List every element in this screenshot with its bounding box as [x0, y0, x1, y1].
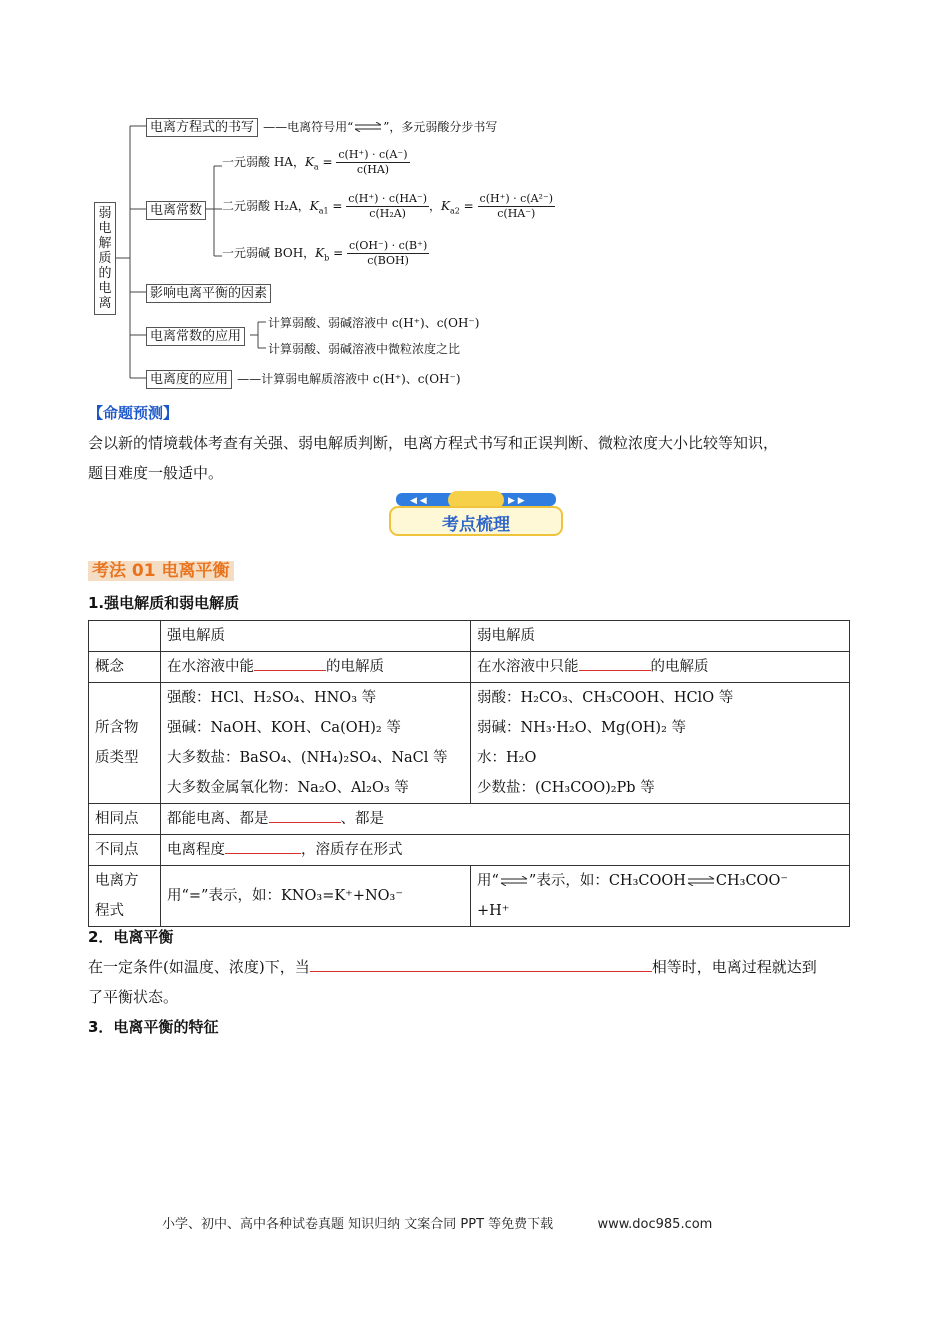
reversible-arrow-icon: [499, 876, 529, 886]
cell-text: 都能电离、都是: [167, 811, 269, 827]
section-title-text: 考法 01 电离平衡: [88, 561, 234, 581]
sub-text: 一元弱酸 HA，: [222, 155, 305, 169]
subheading-2: 2．电离平衡: [88, 928, 174, 946]
footer-text: 小学、初中、高中各种试卷真题 知识归纳 文案合同 PPT 等免费下载: [162, 1217, 554, 1232]
branch-constant-application: [146, 325, 245, 344]
paragraph-equilibrium: [88, 952, 817, 982]
cell-text: 用“: [477, 873, 499, 889]
root-char: 质: [98, 251, 112, 266]
branch-note: ——电离符号用“: [263, 120, 354, 134]
cell-text: 所含物: [95, 720, 139, 736]
fill-blank[interactable]: [254, 653, 326, 671]
table-cell: [471, 652, 850, 683]
fill-blank[interactable]: [225, 836, 301, 854]
row-label: [89, 683, 161, 804]
table-row: [89, 621, 850, 652]
table-row: [89, 866, 850, 927]
sub-weak-acid: 一元弱酸 HA，$K_a$ = $\frac{c(H^+) \cdot c(A^-)}{c(HA)}$: [222, 148, 408, 176]
row-label: [89, 866, 161, 927]
branch-ionization-equation: [146, 116, 497, 135]
numerator: c(H⁺) · c(A²⁻): [479, 192, 554, 205]
cell-text: 程式: [95, 903, 124, 919]
root-char: 离: [98, 296, 112, 311]
k-subscript: b: [324, 253, 330, 263]
row-label: 概念: [89, 652, 161, 683]
table-row: [89, 804, 850, 835]
k-symbol: K: [309, 199, 319, 213]
table-cell: 用“=”表示，如：KNO₃=K⁺+NO₃⁻: [161, 866, 471, 927]
forecast-heading: 【命题预测】: [88, 404, 179, 422]
cell-text: 的电解质: [326, 659, 384, 675]
k-subscript: a2: [449, 206, 460, 216]
root-char: 电: [98, 281, 112, 296]
cell-line: +H⁺: [477, 903, 510, 919]
branch-label: 影响电离平衡的因素: [146, 284, 271, 303]
sub-text: 一元弱碱 BOH，: [222, 246, 316, 260]
paragraph-equilibrium-cont: 了平衡状态。: [88, 988, 179, 1006]
fraction: [336, 148, 409, 177]
fraction: [478, 192, 556, 221]
root-char: 的: [98, 266, 112, 281]
table-cell: [161, 835, 850, 866]
cell-line: 弱碱：NH₃·H₂O、Mg(OH)₂ 等: [477, 720, 686, 736]
branch-ionization-constant: [146, 199, 206, 218]
k-subscript: a: [313, 162, 319, 172]
forecast-text-line-1: 会以新的情境载体考查有关强、弱电解质判断，电离方程式书写和正误判断、微粒浓度大小比较等知识，: [88, 434, 779, 452]
subheading-1: 1.强电解质和弱电解质: [88, 594, 240, 612]
application-item: 计算弱酸、弱碱溶液中微粒浓度之比: [268, 342, 461, 356]
denominator: c(H₂A): [369, 207, 406, 220]
mind-map-root: [94, 202, 116, 315]
sub-text: 二元弱酸 H₂A，: [222, 199, 310, 213]
mind-map: [90, 108, 610, 393]
branch-label: 电离度的应用: [146, 370, 232, 389]
table-cell: [471, 866, 850, 927]
table-cell: [161, 804, 850, 835]
header-strong: 强电解质: [161, 621, 471, 652]
section-title: [88, 556, 234, 581]
branch-note: ——计算弱电解质溶液中 c(H⁺)、c(OH⁻): [237, 372, 461, 386]
fraction: [347, 239, 429, 268]
cell-text: 在水溶液中能: [167, 659, 254, 675]
svg-text:◀ ◀: ◀ ◀: [410, 496, 427, 506]
fraction: [346, 192, 429, 221]
footer: [162, 1213, 712, 1232]
numerator: c(H⁺) · c(HA⁻): [348, 192, 427, 205]
root-char: 电: [98, 221, 112, 236]
table-cell: [161, 652, 471, 683]
k-symbol: K: [304, 155, 314, 169]
svg-text:▶ ▶: ▶ ▶: [508, 496, 525, 506]
subheading-3: 3．电离平衡的特征: [88, 1018, 219, 1036]
denominator: c(BOH): [367, 254, 409, 267]
cell-line: 强酸：HCl、H₂SO₄、HNO₃ 等: [167, 690, 377, 706]
branch-note-2: ”，多元弱酸分步书写: [383, 120, 498, 134]
banner-title: 考点梳理: [442, 515, 510, 535]
sub-diprotic-acid: 二元弱酸 H₂A，$K_{a1}$ = $\frac{c(H^+) \cdot c(HA^-)}{\text{c(H₂A)}}$ ，$K_{a2}$ = $\frac{\text{c(H⁺) · c(A²⁻)}}{c(HA^-)}$: [222, 192, 554, 220]
cell-line: 强碱：NaOH、KOH、Ca(OH)₂ 等: [167, 720, 401, 736]
cell-text: CH₃COO⁻: [715, 873, 788, 889]
cell-text: 、都是: [340, 811, 384, 827]
cell-text: ，溶质存在形式: [301, 842, 403, 858]
electrolyte-table: [88, 620, 850, 927]
cell-line: 大多数金属氧化物：Na₂O、Al₂O₃ 等: [167, 780, 409, 796]
branch-label: 电离常数: [146, 201, 206, 220]
cell-text: 在水溶液中只能: [477, 659, 579, 675]
cell-line: 弱酸：H₂CO₃、CH₃COOH、HClO 等: [477, 690, 734, 706]
denominator: c(HA): [356, 163, 390, 176]
reversible-arrow-icon: [353, 122, 383, 132]
section-banner: [388, 490, 564, 538]
row-label: 相同点: [89, 804, 161, 835]
branch-influencing-factors: [146, 282, 271, 301]
table-cell: [161, 683, 471, 804]
fill-blank[interactable]: [269, 805, 341, 823]
reversible-arrow-icon: [686, 876, 716, 886]
header-weak: 弱电解质: [471, 621, 850, 652]
fill-blank[interactable]: [579, 653, 651, 671]
branch-degree-application: [146, 368, 461, 387]
fill-blank[interactable]: [310, 954, 652, 972]
root-char: 弱: [98, 206, 112, 221]
cell-text: 电离方: [95, 873, 139, 889]
numerator: c(OH⁻) · c(B⁺): [348, 239, 428, 252]
table-row: [89, 652, 850, 683]
application-item: 计算弱酸、弱碱溶液中 c(H⁺)、c(OH⁻): [268, 316, 480, 330]
k-subscript: a1: [318, 206, 329, 216]
cell-text: ”表示，如：CH₃COOH: [528, 873, 686, 889]
root-char: 解: [98, 236, 112, 251]
cell-line: 大多数盐：BaSO₄、(NH₄)₂SO₄、NaCl 等: [167, 750, 448, 766]
table-row: [89, 835, 850, 866]
forecast-text-line-2: 题目难度一般适中。: [88, 464, 224, 482]
cell-text: 电离程度: [167, 842, 225, 858]
numerator: c(H⁺) · c(A⁻): [338, 148, 408, 161]
cell-line: 少数盐：(CH₃COO)₂Pb 等: [477, 780, 655, 796]
branch-label: 电离常数的应用: [146, 327, 245, 346]
k-symbol: K: [315, 246, 325, 260]
k-symbol: K: [441, 199, 450, 213]
table-row: [89, 683, 850, 804]
branch-label: 电离方程式的书写: [146, 118, 258, 137]
cell-text: 质类型: [95, 750, 139, 766]
para-text: 在一定条件(如温度、浓度)下，当: [88, 958, 310, 976]
para-text: 相等时，电离过程就达到: [651, 958, 817, 976]
sub-weak-base: 一元弱碱 BOH，$K_b$ = $\frac{c(OH^-) \cdot c(B^+)}{\text{c(BOH)}}$: [222, 239, 428, 267]
table-cell: [89, 621, 161, 652]
denominator: c(HA⁻): [497, 207, 536, 220]
cell-text: 的电解质: [650, 659, 709, 675]
footer-link[interactable]: www.doc985.com: [597, 1217, 713, 1232]
table-cell: [471, 683, 850, 804]
cell-line: 水：H₂O: [477, 750, 537, 766]
row-label: 不同点: [89, 835, 161, 866]
